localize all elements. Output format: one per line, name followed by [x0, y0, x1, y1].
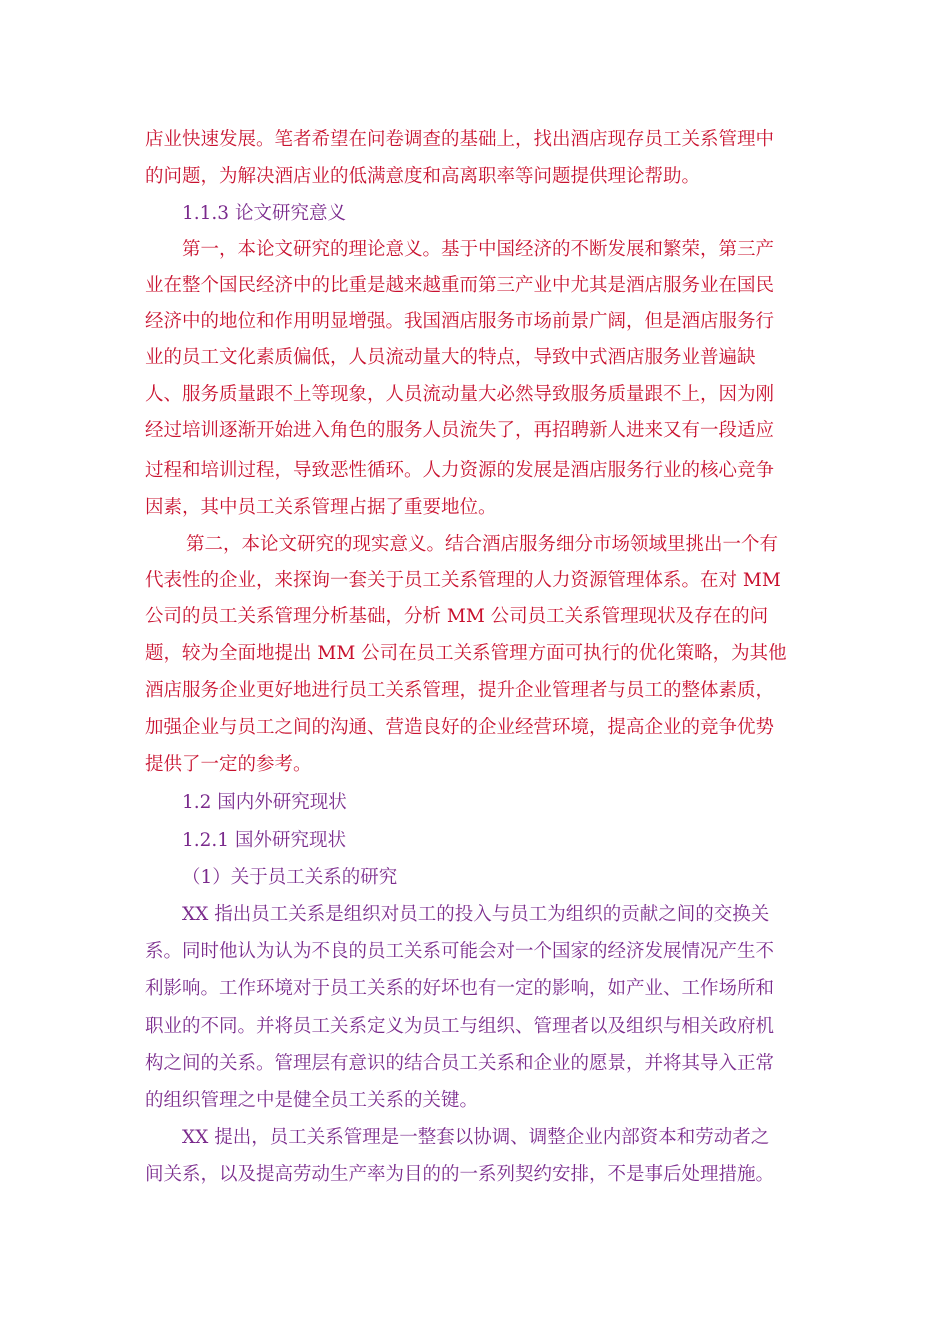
subsection-heading: （1）关于员工关系的研究: [182, 867, 398, 888]
text-line: 系。同时他认为认为不良的员工关系可能会对一个国家的经济发展情况产生不: [145, 941, 775, 962]
text-line: 的问题，为解决酒店业的低满意度和高离职率等问题提供理论帮助。: [145, 166, 701, 187]
text-line: 利影响。工作环境对于员工关系的好坏也有一定的影响，如产业、工作场所和: [145, 978, 775, 999]
section-heading: 1.2 国内外研究现状: [182, 792, 347, 813]
text-line: 酒店服务企业更好地进行员工关系管理，提升企业管理者与员工的整体素质，: [145, 680, 775, 701]
text-line: XX 指出员工关系是组织对员工的投入与员工为组织的贡献之间的交换关: [182, 904, 770, 925]
text-line: 公司的员工关系管理分析基础，分析 MM 公司员工关系管理现状及存在的问: [145, 606, 769, 627]
text-line: 业的员工文化素质偏低，人员流动量大的特点，导致中式酒店服务业普遍缺: [145, 347, 756, 368]
text-line: 店业快速发展。笔者希望在问卷调查的基础上，找出酒店现存员工关系管理中: [145, 129, 775, 150]
text-line: 题，较为全面地提出 MM 公司在员工关系管理方面可执行的优化策略，为其他: [145, 643, 787, 664]
text-line: XX 提出，员工关系管理是一整套以协调、调整企业内部资本和劳动者之: [182, 1127, 770, 1148]
text-line: 人、服务质量跟不上等现象，人员流动量大必然导致服务质量跟不上，因为刚: [145, 384, 775, 405]
text-line: 间关系，以及提高劳动生产率为目的的一系列契约安排，不是事后处理措施。: [145, 1164, 775, 1185]
text-line: 的组织管理之中是健全员工关系的关键。: [145, 1090, 479, 1111]
text-line: 因素，其中员工关系管理占据了重要地位。: [145, 497, 497, 518]
text-line: 经过培训逐渐开始进入角色的服务人员流失了，再招聘新人进来又有一段适应: [145, 420, 775, 441]
text-line: 职业的不同。并将员工关系定义为员工与组织、管理者以及组织与相关政府机: [145, 1016, 775, 1037]
text-line: 提供了一定的参考。: [145, 754, 312, 775]
text-line: 过程和培训过程，导致恶性循环。人力资源的发展是酒店服务行业的核心竞争: [145, 460, 775, 481]
text-line: 经济中的地位和作用明显增强。我国酒店服务市场前景广阔，但是酒店服务行: [145, 311, 775, 332]
text-line: 代表性的企业，来探询一套关于员工关系管理的人力资源管理体系。在对 MM: [145, 570, 781, 591]
text-line: 第一，本论文研究的理论意义。基于中国经济的不断发展和繁荣，第三产: [182, 239, 775, 260]
section-heading: 1.1.3 论文研究意义: [182, 203, 346, 224]
text-line: 业在整个国民经济中的比重是越来越重而第三产业中尤其是酒店服务业在国民: [145, 275, 775, 296]
text-line: 构之间的关系。管理层有意识的结合员工关系和企业的愿景，并将其导入正常: [145, 1053, 775, 1074]
text-line: 加强企业与员工之间的沟通、营造良好的企业经营环境，提高企业的竞争优势: [145, 717, 775, 738]
section-heading: 1.2.1 国外研究现状: [182, 830, 346, 851]
text-line: 第二，本论文研究的现实意义。结合酒店服务细分市场领域里挑出一个有: [186, 534, 779, 555]
